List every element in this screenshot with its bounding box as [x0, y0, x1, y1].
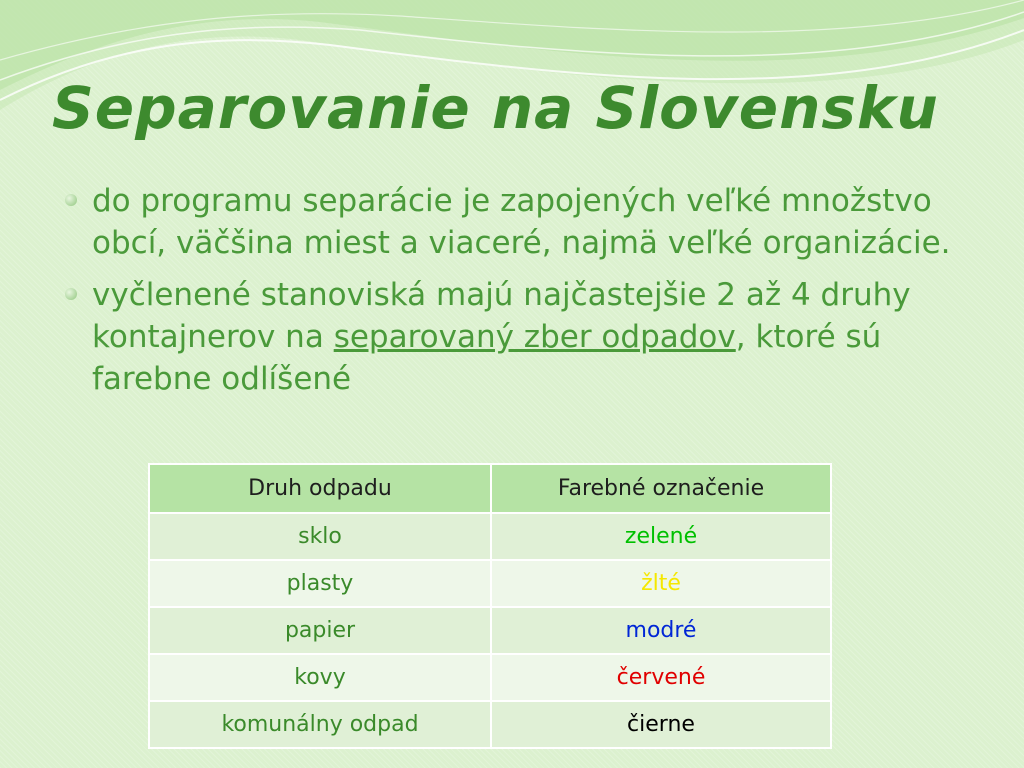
waste-kind-cell: plasty: [149, 560, 491, 607]
table-row: [149, 654, 831, 701]
color-label-cell: čierne: [491, 701, 831, 748]
bullet-list: [62, 180, 962, 410]
table-header-row: [149, 464, 831, 513]
color-label-cell: žlté: [491, 560, 831, 607]
waste-kind-cell: sklo: [149, 513, 491, 560]
color-label-cell: zelené: [491, 513, 831, 560]
waste-color-table: [148, 463, 832, 749]
waste-kind-cell: kovy: [149, 654, 491, 701]
slide-title: Separovanie na Slovensku: [52, 74, 939, 142]
bullet-item-participation: [62, 180, 962, 264]
color-label-cell: modré: [491, 607, 831, 654]
header-waste-type: Druh odpadu: [149, 464, 491, 513]
bullet-dot-icon: [65, 288, 77, 300]
separovany-zber-link[interactable]: separovaný zber odpadov: [333, 319, 736, 355]
table-row: [149, 513, 831, 560]
table-row: [149, 701, 831, 748]
waste-kind-cell: komunálny odpad: [149, 701, 491, 748]
header-color-marking: Farebné označenie: [491, 464, 831, 513]
bullet-dot-icon: [65, 194, 77, 206]
bullet-text-start: vyčlenené stanoviská majú najčastejšie 2 až 4 druhy kontajnerov na: [92, 277, 911, 355]
color-label-cell: červené: [491, 654, 831, 701]
bullet-text-end: , ktoré sú farebne odlíšené: [92, 319, 882, 397]
waste-kind-cell: papier: [149, 607, 491, 654]
table-row: [149, 607, 831, 654]
bullet-item-containers: [62, 274, 962, 400]
table-row: [149, 560, 831, 607]
bullet-text: do programu separácie je zapojených veľké množstvo obcí, väčšina miest a viaceré, najmä veľké organizácie.: [92, 183, 951, 261]
